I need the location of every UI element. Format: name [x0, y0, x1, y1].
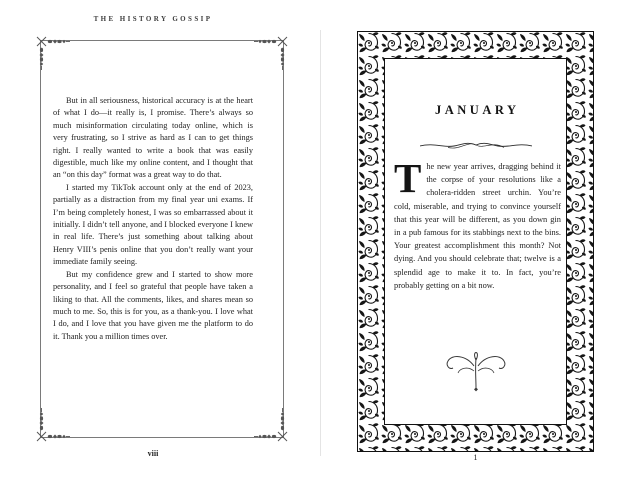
right-page-number: 1 [473, 453, 478, 462]
drop-cap: T [394, 155, 422, 201]
paragraph: I started my TikTok account only at the end of 2023, partially as a distraction from my final year uni exams. If I’m being completely honest, I was so embarrassed about it initially. I didn’t tell anyone, and I blocked everyone I knew in real life. There’s just something about talking about Henry VIII’s penis online that you don’t really want your immediate family seeing. [53, 182, 253, 267]
paragraph [394, 155, 561, 292]
corner-flourish-icon [36, 36, 70, 70]
page-gutter [320, 30, 321, 456]
opening-text: he new year arrives, dragging behind it the corpse of your resolutions like a cholera-ridden street urchin. You’re cold, miserable, and trying to convince yourself that this year will be different, as you down gin in a pub famous for its stabbings next to the bins. Your greatest accomplishment this month? Not dying. And you should celebrate that; twelve is a splendid age to make it to. In fact, you’re probably getting on a bit now. [394, 162, 561, 290]
corner-flourish-icon [36, 408, 70, 442]
corner-flourish-icon [254, 408, 288, 442]
preface-body-text [53, 95, 253, 343]
end-flourish-icon [444, 344, 508, 396]
left-page-number: viii [147, 449, 159, 458]
chapter-opening [394, 155, 561, 292]
paragraph: But in all seriousness, historical accuracy is at the heart of what I do—it really is, I promise. There’s always so much misinformation circulating today online, which is very frustrating, so I strive as hard as I can to get things right. I really wanted to write a book that was easily digestible, much like my online content, and I thought that an “on this day” format was a great way to do that. [53, 96, 253, 180]
chapter-title: JANUARY [435, 103, 520, 117]
corner-flourish-icon [254, 36, 288, 70]
running-head: THE HISTORY GOSSIP [93, 15, 213, 23]
divider-flourish-icon [420, 138, 532, 152]
paragraph: But my confidence grew and I started to show more personality, and I feel so grateful that people have taken a liking to that. All the comments, likes, and shares mean so much to me. So, this is for you, as a thank-you. I love what I do, and I love that you have given me the platform to do it. Thank you a million times over. [53, 269, 253, 341]
